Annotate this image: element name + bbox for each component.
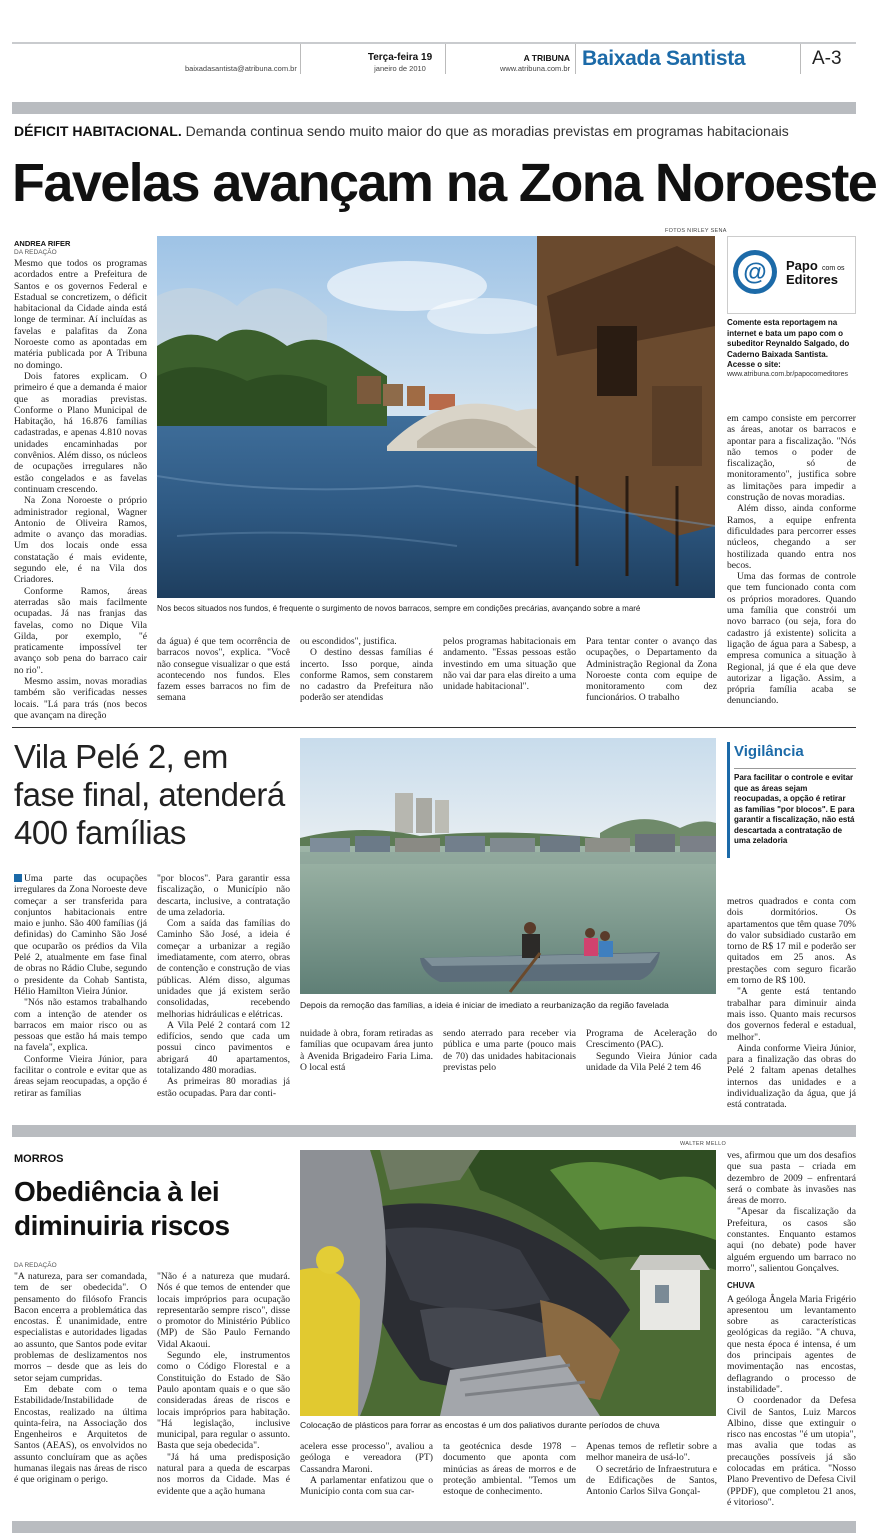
story1-column-2	[157, 636, 290, 704]
story3-column-6	[727, 1150, 856, 1525]
paragraph: Na Zona Noroeste o próprio administrador regional, Wagner Antonio de Oliveira Ramos, admite o avanço das moradias. Um dos locais onde essa constatação é mais evidente, segundo ele, é na Vila dos Criadores.	[14, 495, 147, 586]
paragraph: "por blocos". Para garantir essa fiscalização, o Município não descarta, inclusive, a contratação de uma zeladoria.	[157, 873, 290, 918]
section-divider	[12, 727, 856, 728]
paragraph: ves, afirmou que um dos desafios que sua pasta – criada em dezembro de 2009 – enfrentará será o combate às invasões nas áreas de morro.	[727, 1150, 856, 1207]
story1-headline: Favelas avançam na Zona Noroeste	[12, 153, 876, 213]
header-date-line2: janeiro de 2010	[374, 64, 426, 73]
papo-title-l1: Papo	[786, 258, 818, 273]
papo-title-l3: Editores	[786, 272, 839, 287]
bottom-gray-bar	[12, 1521, 856, 1533]
papo-url[interactable]: www.atribuna.com.br/papocomeditores	[727, 371, 849, 378]
story1-deck-line	[14, 123, 854, 139]
paragraph: da água) é que tem ocorrência de barracos novos", explica. "Você não consegue visualizar o que está acontecendo nos fundos. Eles fazem esses barracos no fim de semana	[157, 636, 290, 704]
vigilancia-title: Vigilância	[734, 743, 804, 760]
paragraph: "Já há uma predisposição natural para a queda de escarpas nos morros da Cidade. Mas é evidente que a ação humana	[157, 1451, 290, 1497]
paragraph: metros quadrados e conta com dois dormitórios. Os apartamentos que têm quase 70% do valor subsidiado custarão em torno de R$ 17 mil e poderão ser quitados em 25 anos. As prestações com seguro ficarão em torno de R$ 100.	[727, 896, 856, 987]
headline-line: 400 famílias	[14, 814, 186, 851]
paragraph: Conforme Ramos, áreas aterradas são mais facilmente ocupadas. Já nas franjas das favelas, como no Dique Vila Gilda, por exemplo, "é praticamente impossível ter avanço sob pena do barraco cair no rio".	[14, 585, 147, 676]
papo-text: Comente esta reportagem na internet e bata um papo com o subeditor Reynaldo Salgado, do Caderno Baixada Santista.	[727, 318, 850, 359]
paragraph: Além disso, ainda conforme Ramos, a equipe enfrenta dificuldades para percorrer esses núcleos, chegando a ser hostilizada quando entra nos becos.	[727, 503, 856, 571]
paragraph: "A natureza, para ser comandada, tem de ser obedecida". O pensamento do filósofo Francis Bacon encerra a problemática das encostas. É unanimidade, entre especialistas e autoridades ligadas ao assunto, que Santos pode evitar problemas de deslizamentos nos morros – desde que as leis do setor sejam cumpridas.	[14, 1271, 147, 1384]
story2-column-5	[586, 1028, 717, 1113]
papo-box	[727, 236, 856, 314]
chuva-subhead: CHUVA	[727, 1281, 755, 1291]
story3-kicker: MORROS	[14, 1153, 64, 1165]
story3-column-1	[14, 1271, 147, 1525]
paragraph: nuidade à obra, foram retiradas as famílias que ocupavam área junto à Avenida Brigadeiro Faria Lima. O local está	[300, 1028, 433, 1073]
headline-line: diminuiria riscos	[14, 1210, 230, 1241]
paragraph: ta geotécnica desde 1978 – documento que aponta com minúcias as áreas de morros e de proteção ambiental. "Temos um estoque de conhecimento.	[443, 1441, 576, 1498]
boat-lagoon-photo	[300, 738, 716, 994]
paragraph: sendo aterrado para receber via pública e uma parte (pouco mais de 70) das unidades habitacionais previstas pelo	[443, 1028, 576, 1073]
story2-column-1	[14, 873, 147, 1113]
story1-from: DA REDAÇÃO	[14, 249, 57, 256]
paragraph: O secretário de Infraestrutura e de Edificações de Santos, Antonio Carlos Silva Gonçal-	[586, 1463, 717, 1498]
mid-gray-bar	[12, 1125, 856, 1137]
story3-column-2	[157, 1271, 290, 1525]
story3-column-4	[443, 1441, 576, 1525]
paragraph: Dois fatores explicam. O primeiro é que a demanda é maior que as moradias previstas. Conforme o Plano Municipal de Habitação, há 16.876 famílias cadastradas, e apenas 4.810 novas unidades encaminhadas por convênios. Além disso, os núcleos de ocupações irregulares não estão congelados e as favelas continuam crescendo.	[14, 370, 147, 495]
paragraph: O coordenador da Defesa Civil de Santos, Luiz Marcos Albino, disse que extinguir o risco nas encostas "é um utopia", mas avalia que todas as precauções possíveis já são colocadas em prática. "Nosso Plano Preventivo de Defesa Civil (PPDF), que completou 21 anos, é vitorioso".	[727, 1395, 856, 1508]
story3-column-5	[586, 1441, 717, 1525]
paragraph: Com a saída das famílias do Caminho São José, a ideia é começar a urbanizar a região imediatamente, com aterro, obras de contenção e construção de vias públicas. Além disso, algumas unidades que já existem serão consolidadas, recebendo melhorias hidráulicas e elétricas.	[157, 918, 290, 1020]
story2-column-4	[443, 1028, 576, 1113]
at-sign-icon	[730, 247, 780, 297]
top-gray-bar	[12, 102, 856, 114]
paragraph: "Não é a natureza que mudará. Nós é que temos de entender que locais impróprios para ocupação representarão sempre risco", disse o promotor do Ministério Público (MP) de São Paulo Fernando Vidal Akaoui.	[157, 1271, 290, 1350]
header-divider	[575, 44, 576, 74]
story1-kicker: DÉFICIT HABITACIONAL.	[14, 123, 182, 139]
headline-line: Vila Pelé 2, em	[14, 738, 228, 775]
papo-title-l2: com os	[822, 265, 845, 272]
vigilancia-rule	[734, 768, 856, 769]
papo-access: Acesse o site:	[727, 360, 781, 369]
story3-headline	[14, 1175, 299, 1243]
header-divider	[800, 44, 801, 74]
paragraph: Mesmo que todos os programas acordados entre a Prefeitura de Santos e os governos Federal e Estadual se concretizem, o déficit habitacional da Cidade ainda está longe de terminar. Aí incluídas as favelas e palafitas da Zona Noroeste como as apontadas em matéria publicada por A Tribuna no domingo.	[14, 258, 147, 371]
headline-line: Obediência à lei	[14, 1176, 220, 1207]
paragraph: Programa de Aceleração do Crescimento (PAC).	[586, 1028, 717, 1051]
story3-column-3	[300, 1441, 433, 1525]
favela-river-image	[157, 236, 715, 598]
header-email[interactable]: baixadasantista@atribuna.com.br	[185, 64, 297, 73]
hillside-tarp-image	[300, 1150, 716, 1416]
story1-column-3	[300, 636, 433, 704]
story1-column-6	[727, 413, 856, 707]
story3-photo-credit: WALTER MELLO	[680, 1141, 727, 1147]
paragraph: acelera esse processo", avaliou a geóloga e vereadora (PT) Cassandra Maroni.	[300, 1441, 433, 1475]
paragraph: "Apesar da fiscalização da Prefeitura, os casos são constantes. Enquanto estamos aqui (no debate) pode haver alguém erguendo um barraco no morro", salientou Gonçalves.	[727, 1206, 856, 1274]
paragraph: "Nós não estamos trabalhando com a intenção de atender os barracos em maior risco ou as pessoas que estão há mais tempo na favela", explica.	[14, 997, 147, 1054]
headline-line: fase final, atenderá	[14, 776, 285, 813]
paragraph: A Vila Pelé 2 contará com 12 edifícios, sendo que cada um possui cinco pavimentos e abrigará 40 apartamentos, totalizando 480 moradias.	[157, 1019, 290, 1077]
story3-from: DA REDAÇÃO	[14, 1262, 57, 1269]
paragraph: Apenas temos de refletir sobre a melhor maneira de usá-lo".	[586, 1441, 717, 1464]
header-site[interactable]: www.atribuna.com.br	[499, 64, 570, 73]
story1-photo-caption: Nos becos situados nos fundos, é frequente o surgimento de novos barracos, sempre em condições precárias, avançando sobre a maré	[157, 604, 641, 613]
header-divider	[300, 44, 301, 74]
vigilancia-box	[727, 742, 856, 858]
story1-byline: ANDREA RIFER	[14, 239, 71, 248]
paragraph: A geóloga Ângela Maria Frigério apresentou um levantamento sobre as características geológicas da região. "A chuva, que nesta época é intensa, é um dos principais agentes de movimentação nas encostas, deflagrando o processo de instabilidade".	[727, 1293, 856, 1395]
header-divider	[445, 44, 446, 74]
story2-column-3	[300, 1028, 433, 1113]
paragraph: ou escondidos", justifica.	[300, 636, 397, 647]
paragraph: Mesmo assim, novas moradias também são verificadas nesses locais. "Lá para trás (nos becos que avançam na direção	[14, 675, 147, 721]
story2-headline	[14, 738, 299, 852]
story3-photo-caption: Colocação de plásticos para forrar as encostas é um dos paliativos durante períodos de chuva	[300, 1420, 660, 1430]
story1-column-5	[586, 636, 717, 704]
paragraph: Ainda conforme Vieira Júnior, para a finalização das obras do Pelé 2 faltam apenas detalhes internos das unidades e a individualização da água, que já está contratada.	[727, 1042, 856, 1111]
favela-river-photo	[157, 236, 715, 598]
hillside-tarp-photo	[300, 1150, 716, 1416]
story2-photo-caption: Depois da remoção das famílias, a ideia é iniciar de imediato a reurbanização da região favelada	[300, 1000, 669, 1010]
paragraph: Segundo Vieira Júnior cada unidade da Vila Pelé 2 tem 46	[586, 1050, 717, 1073]
header-top-rule	[12, 42, 856, 44]
vigilancia-text: Para facilitar o controle e evitar que as áreas sejam reocupadas, a opção é retirar as famílias "por blocos". E para garantir a fiscalização, não está descartada a contratação de uma zeladoria	[734, 773, 855, 845]
paragraph: Uma das formas de controle que tem funcionado conta com os próprios moradores. Quando uma família que constrói um novo barraco (ou seja, fora do cadastro já existente) solicita a ligação de água para a Sabesp, a empresa comunica a situação à Regional, já que é ela que deve autorizar a ligação. Assim, a própria família acaba se denunciando.	[727, 571, 856, 707]
paragraph: em campo consiste em percorrer as áreas, anotar os barracos e apontar para a fiscalização. "Nós não temos o poder de fiscalização, só de monitoramento", justifica sobre as limitações para impedir a construção de novas moradias.	[727, 413, 856, 504]
paragraph: Em debate com o tema Estabilidade/Instabilidade de Encostas, realizado na última quinta-feira, na Associação dos Engenheiros e Arquitetos de Santos (AEAS), os envolvidos no assunto concluíram que as ações humanas ilegais nas áreas de risco é que originam o perigo.	[14, 1383, 147, 1486]
paragraph: Segundo ele, instrumentos como o Código Florestal e a Constituição do Estado de São Paulo apontam quais e o que são consideradas áreas de riscos e locais impróprios para habitação. "Há legislação, inclusive municipal, para regular o assunto. Basta que seja obedecida".	[157, 1350, 290, 1452]
paragraph: "A gente está tentando trabalhar para diminuir ainda mais isso. Quanto mais recursos dos governos federal e estadual, melhor".	[727, 986, 856, 1043]
story1-deck: Demanda continua sendo muito maior do que as moradias previstas em programas habitacionais	[185, 123, 789, 139]
boat-lagoon-image	[300, 738, 716, 994]
page-number: A-3	[812, 48, 842, 69]
section-title: Baixada Santista	[582, 47, 746, 70]
story1-photo-credit: FOTOS NIRLEY SENA	[665, 228, 727, 234]
paragraph: Para tentar conter o avanço das ocupações, o Departamento da Administração Regional da Zona Noroeste conta com equipe de monitoramento com dez funcionários. O trabalho	[586, 636, 717, 704]
story1-column-1	[14, 258, 147, 721]
story1-column-4	[443, 636, 576, 693]
paragraph: As primeiras 80 moradias já estão ocupadas. Para dar conti-	[157, 1076, 290, 1099]
paragraph: O destino dessas famílias é incerto. Isso porque, ainda conforme Ramos, sem constarem no cadastro da Prefeitura não poderão ser atendidas	[300, 647, 433, 704]
paragraph: A parlamentar enfatizou que o Município conta com sua car-	[300, 1474, 433, 1498]
header-date-line1: Terça-feira 19	[367, 52, 433, 63]
page-header	[0, 0, 870, 80]
story2-column-2	[157, 873, 290, 1113]
paragraph: pelos programas habitacionais em andamento. "Essas pessoas estão investindo em uma situação que não vai dar para elas direito a uma unidade habitacional".	[443, 636, 576, 693]
story2-column-6	[727, 896, 856, 1110]
paragraph	[14, 873, 147, 997]
paragraph: Conforme Vieira Júnior, para facilitar o controle e evitar que as áreas sejam reocupadas, a opção é retirar as famílias	[14, 1053, 147, 1099]
header-brand: A TRIBUNA	[523, 53, 570, 63]
svg-text:@: @	[743, 259, 767, 286]
square-bullet-icon	[14, 874, 22, 882]
paragraph-text: Uma parte das ocupações irregulares da Zona Noroeste deve começar a ser transferida para conjuntos habitacionais entre maio e junho. São 400 famílias (já definidas) do Caminho São José que ocuparão os prédios da Vila Pelé 2, atualmente em fase final de obras no Rádio Clube, segundo o presidente da Cohab Santista, Hélio Hamilton Vieira Júnior.	[14, 873, 147, 997]
